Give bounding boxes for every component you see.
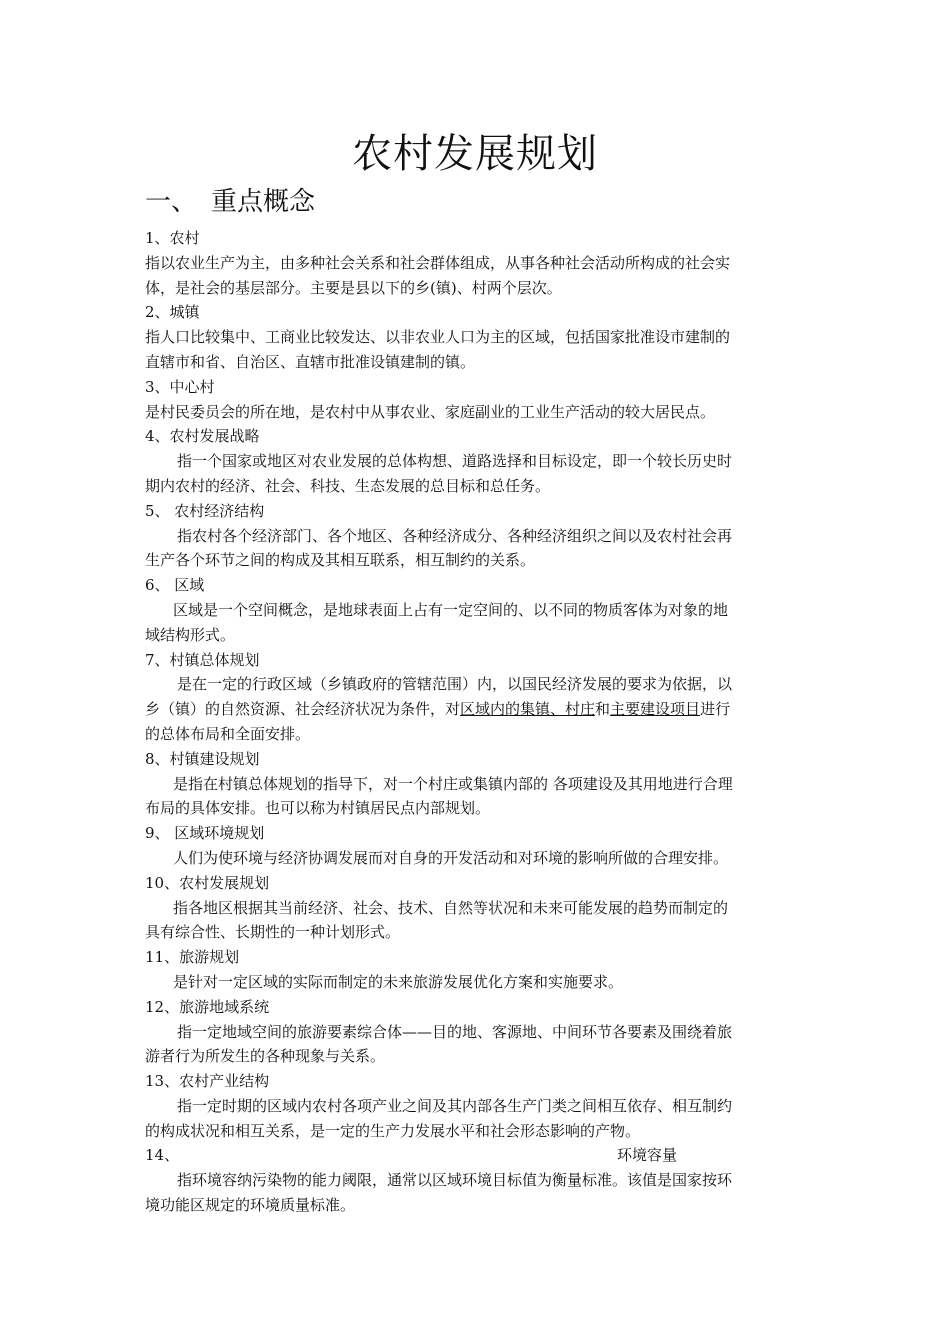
item-text: 的构成状况和相互关系，是一定的生产力发展水平和社会形态影响的产物。 [145,1121,641,1140]
item-text: 是针对一定区域的实际而制定的未来旅游发展优化方案和实施要求。 [173,972,624,991]
item-heading: 5、 农村经济结构 [145,501,265,520]
item-text: 具有综合性、长期性的一种计划形式。 [145,923,401,942]
section-heading [145,184,315,220]
section-number: 一、 [145,187,198,217]
item-text: 是在一定的行政区域（乡镇政府的管辖范围）内，以国民经济发展的要求为依据，以 [177,675,733,694]
item-text: 人们为使环境与经济协调发展而对自身的开发活动和对环境的影响所做的合理安排。 [173,848,729,867]
item-heading: 8、村镇建设规划 [145,749,260,768]
item-text: 游者行为所发生的各种现象与关系。 [145,1047,386,1066]
item-heading: 3、中心村 [145,377,215,396]
item-heading: 12、旅游地域系统 [145,997,270,1016]
item-text: 境功能区规定的环境质量标准。 [145,1196,356,1215]
item-text [145,697,809,722]
item-heading: 1、农村 [145,229,200,247]
item-text: 是村民委员会的所在地，是农村中从事农业、家庭副业的工业生产活动的较大居民点。 [145,402,716,421]
section-title: 重点概念 [211,187,316,217]
item-text: 域结构形式。 [145,625,236,644]
underlined-term: 主要建设项目 [610,700,701,719]
item-text: 指一个国家或地区对农业发展的总体构想、道路选择和目标设定，即一个较长历史时 [177,452,733,471]
item-heading: 10、农村发展规划 [145,873,270,892]
item-heading-text: 环境容量 [617,1146,678,1165]
item-text: 是指在村镇总体规划的指导下，对一个村庄或集镇内部的 各项建设及其用地进行合理 [173,774,733,793]
item-heading: 2、城镇 [145,303,200,322]
concept-list [145,226,809,1218]
item-heading: 13、农村产业结构 [145,1072,270,1091]
item-text: 指一定地域空间的旅游要素综合体——目的地、客源地、中间环节各要素及围绕着旅 [177,1022,733,1041]
text-run: 进行 [700,700,731,719]
item-text: 期内农村的经济、社会、科技、生态发展的总目标和总任务。 [145,476,551,495]
item-text: 布局的具体安排。也可以称为村镇居民点内部规划。 [145,799,491,818]
item-heading: 11、旅游规划 [145,948,240,967]
item-text: 指环境容纳污染物的能力阈限，通常以区域环境目标值为衡量标准。该值是国家按环 [177,1171,733,1190]
document-title: 农村发展规划 [352,131,598,177]
item-text: 的总体布局和全面安排。 [145,724,311,743]
item-heading [145,1143,809,1168]
text-run: 和 [595,700,611,719]
item-text: 体，是社会的基层部分。主要是县以下的乡(镇)、村两个层次。 [145,278,562,297]
underlined-term: 区域内的集镇、村庄 [460,700,596,719]
item-text: 指一定时期的区域内农村各项产业之间及其内部各生产门类之间相互依存、相互制约 [177,1096,733,1115]
item-heading: 6、 区域 [145,576,205,595]
item-text: 指各地区根据其当前经济、社会、技术、自然等状况和未来可能发展的趋势而制定的 [173,898,729,917]
text-run: 乡（镇）的自然资源、社会经济状况为条件，对 [145,700,461,719]
item-text: 区域是一个空间概念，是地球表面上占有一定空间的、以不同的物质客体为对象的地 [173,600,729,619]
item-heading: 7、村镇总体规划 [145,650,260,669]
item-text: 指以农业生产为主，由多种社会关系和社会群体组成，从事各种社会活动所构成的社会实 [145,253,731,272]
item-text: 直辖市和省、自治区、直辖市批准设镇建制的镇。 [145,352,476,371]
item-number: 14、 [145,1146,180,1165]
item-text: 指人口比较集中、工商业比较发达、以非农业人口为主的区域，包括国家批准设市建制的 [145,328,731,347]
item-heading: 9、 区域环境规划 [145,824,265,843]
item-text: 指农村各个经济部门、各个地区、各种经济成分、各种经济组织之间以及农村社会再 [177,526,733,545]
item-heading: 4、农村发展战略 [145,427,260,446]
item-text: 生产各个环节之间的构成及其相互联系，相互制约的关系。 [145,551,536,570]
